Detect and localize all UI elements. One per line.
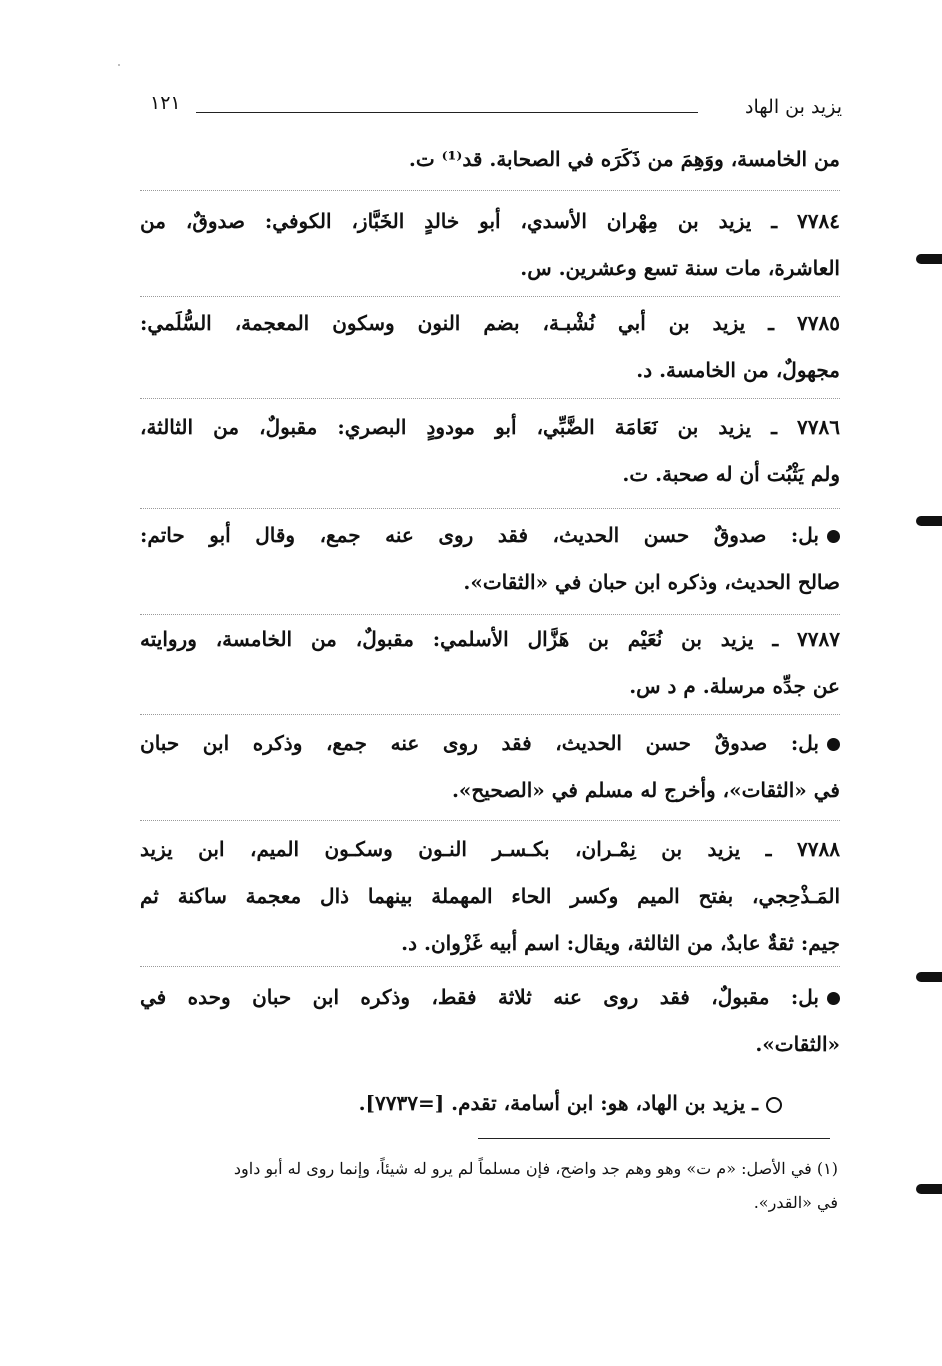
- entry-7785: [140, 300, 840, 394]
- entry-7786: [140, 404, 840, 498]
- running-title: يزيد بن الهاد: [745, 96, 842, 118]
- note-line: في «الثقات»، وأخرج له مسلم في «الصحيح».: [451, 778, 840, 802]
- text-line: ٧٧٨٤ ـ يزيد بن مِهْران الأسدي، أبو خالدٍ الخَبَّاز، الكوفي: صدوقٌ، من: [140, 209, 840, 233]
- footnote-line: في «القدر».: [753, 1193, 838, 1212]
- separator: [140, 508, 840, 509]
- text-line: جيم: ثقةٌ عابدٌ، من الثالثة، ويقال: اسم أبيه غَزْوان. د.: [401, 931, 840, 955]
- scan-speck: [118, 64, 120, 66]
- note-line: [140, 974, 840, 1021]
- footnote: [140, 1152, 838, 1220]
- separator: [140, 966, 840, 967]
- text-line: العاشرة، مات سنة تسع وعشرين. س.: [520, 256, 840, 280]
- bullet-icon: [827, 738, 840, 751]
- note-line: «الثقات».: [755, 1032, 840, 1056]
- scan-edge-mark: [916, 972, 942, 982]
- note-line: [140, 512, 840, 559]
- scan-edge-mark: [916, 1184, 942, 1194]
- hollow-circle-icon: [766, 1097, 782, 1113]
- text-line: ٧٧٨٨ ـ يزيد بن نِمْـران، بكـسـر النـون وسكـون الميم، ابن يزيد: [140, 837, 840, 861]
- crossref-line: [240, 1080, 782, 1127]
- text-line: من الخامسة، ووَهِمَ من ذَكَرَه في الصحابة. قد⁽¹⁾ ت.: [408, 147, 840, 171]
- scan-edge-mark: [916, 254, 942, 264]
- separator: [140, 190, 840, 191]
- separator: [140, 714, 840, 715]
- separator: [140, 296, 840, 297]
- header-rule: [196, 112, 698, 113]
- bullet-icon: [827, 530, 840, 543]
- entry-7788: [140, 826, 840, 967]
- crossref-text: ـ يزيد بن الهاد، هو: ابن أسامة، تقدم. [=٧٧٣٧].: [358, 1091, 758, 1115]
- text-line: المَـذْحِجي، بفتح الميم وكسر الحاء المهملة بينهما ذال معجمة ساكنة ثم: [140, 884, 840, 908]
- text-line: ولم يَثْبُت أن له صحبة. ت.: [622, 462, 840, 486]
- entry-7788-note: [140, 974, 840, 1068]
- bullet-icon: [827, 992, 840, 1005]
- text-line: ٧٧٨٧ ـ يزيد بن نُعَيْم بن هَزَّال الأسلمي: مقبولٌ، من الخامسة، وروايته: [140, 627, 840, 651]
- text-line: مجهولٌ، من الخامسة. د.: [636, 358, 840, 382]
- crossref-entry: [240, 1080, 782, 1127]
- note-line: صالح الحديث، وذكره ابن حبان في «الثقات».: [463, 570, 840, 594]
- note-text: بل: صدوقٌ حسن الحديث، فقد روى عنه جمع، وذكره ابن حبان: [140, 731, 819, 755]
- text-line: ٧٧٨٦ ـ يزيد بن نَعَامَة الضَّبِّي، أبو مودودٍ البصري: مقبولٌ، من الثالثة،: [140, 415, 840, 439]
- note-text: بل: مقبولٌ، فقد روى عنه ثلاثة فقط، وذكره ابن حبان وحده في: [140, 985, 819, 1009]
- entry-7786-note: [140, 512, 840, 606]
- text-line: عن جدِّه مرسلة. م د س.: [629, 674, 840, 698]
- entry-7784: [140, 198, 840, 292]
- text-line: ٧٧٨٥ ـ يزيد بن أبي نُشْبـة، بضم النون وسكون المعجمة، السُّلَمي:: [140, 311, 840, 335]
- entry-7787: [140, 616, 840, 710]
- footnote-line: (١) في الأصل: «م ت» وهو وهم جد واضح، فإن مسلماً لم يرو له شيئاً، وإنما روى له أبو داود: [233, 1159, 838, 1178]
- note-line: [140, 720, 840, 767]
- separator: [140, 398, 840, 399]
- footnote-rule: [478, 1138, 830, 1139]
- note-text: بل: صدوقٌ حسن الحديث، فقد روى عنه جمع، وقال أبو حاتم:: [140, 523, 819, 547]
- scan-edge-mark: [916, 516, 942, 526]
- page-number: ١٢١: [150, 92, 181, 114]
- continuation-text: [140, 136, 840, 183]
- separator: [140, 614, 840, 615]
- entry-7787-note: [140, 720, 840, 814]
- separator: [140, 820, 840, 821]
